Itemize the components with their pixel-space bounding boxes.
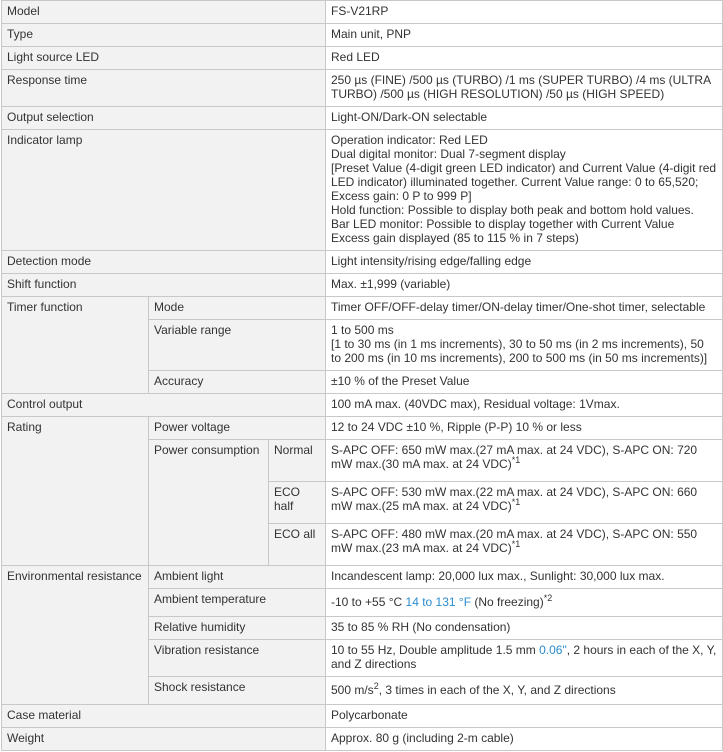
- label-rating: Rating: [2, 417, 149, 566]
- row-shift-function: [2, 274, 723, 297]
- label-ambient-temperature: Ambient temperature: [149, 589, 326, 617]
- value-model: FS-V21RP: [326, 1, 723, 24]
- indicator-line-4: Hold function: Possible to display both peak and bottom hold values.: [331, 203, 694, 217]
- value-eco-half: [326, 482, 723, 524]
- value-accuracy: ±10 % of the Preset Value: [326, 371, 723, 394]
- value-output-selection: Light-ON/Dark-ON selectable: [326, 107, 723, 130]
- label-normal: Normal: [269, 440, 326, 482]
- value-normal: [326, 440, 723, 482]
- label-light-source: Light source LED: [2, 47, 326, 70]
- indicator-line-5: Bar LED monitor: Possible to display together with Current Value: [331, 217, 675, 231]
- eco-half-text: S-APC OFF: 530 mW max.(22 mA max. at 24 VDC), S-APC ON: 660 mW max.(25 mA max. at 24 VDC): [331, 485, 698, 513]
- label-eco-half: ECO half: [269, 482, 326, 524]
- label-relative-humidity: Relative humidity: [149, 617, 326, 640]
- vibration-text-end: , 2 hours in each of the X, Y, and Z directions: [331, 643, 717, 671]
- label-model: Model: [2, 1, 326, 24]
- row-light-source: [2, 47, 723, 70]
- row-case-material: [2, 705, 723, 728]
- label-control-output: Control output: [2, 394, 326, 417]
- temperature-footnote: *2: [543, 593, 553, 603]
- label-type: Type: [2, 24, 326, 47]
- normal-text: S-APC OFF: 650 mW max.(27 mA max. at 24 VDC), S-APC ON: 720 mW max.(30 mA max. at 24 VDC): [331, 443, 698, 471]
- indicator-line-2: Dual digital monitor: Dual 7-segment display: [331, 147, 566, 161]
- shock-text: 500 m/s: [331, 683, 374, 697]
- spec-table: [1, 0, 723, 751]
- vibration-text: 10 to 55 Hz, Double amplitude 1.5 mm: [331, 643, 540, 657]
- shock-text-end: , 3 times in each of the X, Y, and Z directions: [378, 683, 616, 697]
- row-model: [2, 1, 723, 24]
- value-case-material: Polycarbonate: [326, 705, 723, 728]
- label-accuracy: Accuracy: [149, 371, 326, 394]
- label-environmental-resistance: Environmental resistance: [2, 566, 149, 705]
- variable-range-line-1: 1 to 500 ms: [331, 323, 394, 337]
- value-response-time: 250 µs (FINE) /500 µs (TURBO) /1 ms (SUPER TURBO) /4 ms (ULTRA TURBO) /500 µs (HIGH RESOLUTION) /50 µs (HIGH SPEED): [326, 70, 723, 107]
- label-power-consumption: Power consumption: [149, 440, 269, 566]
- temperature-fahrenheit-link[interactable]: 14 to 131 °F: [405, 595, 472, 609]
- indicator-line-1: Operation indicator: Red LED: [331, 133, 488, 147]
- temperature-note-text: (No freezing): [471, 595, 544, 609]
- row-indicator-lamp: [2, 130, 723, 251]
- label-variable-range: Variable range: [149, 320, 326, 371]
- value-eco-all: [326, 524, 723, 566]
- value-ambient-light: Incandescent lamp: 20,000 lux max., Sunlight: 30,000 lux max.: [326, 566, 723, 589]
- eco-all-footnote: *1: [511, 539, 521, 549]
- value-weight: Approx. 80 g (including 2-m cable): [326, 728, 723, 751]
- indicator-line-3: [Preset Value (4-digit green LED indicator) and Current Value (4-digit red LED indicator) illuminated together. Current Value range: 0 to 65,520; Excess gain: 0 P to 999 P]: [331, 161, 717, 203]
- label-output-selection: Output selection: [2, 107, 326, 130]
- row-timer-mode: [2, 297, 723, 320]
- row-response-time: [2, 70, 723, 107]
- label-timer-function: Timer function: [2, 297, 149, 394]
- label-response-time: Response time: [2, 70, 326, 107]
- eco-all-text: S-APC OFF: 480 mW max.(20 mA max. at 24 VDC), S-APC ON: 550 mW max.(23 mA max. at 24 VDC): [331, 527, 698, 555]
- value-timer-mode: Timer OFF/OFF-delay timer/ON-delay timer/One-shot timer, selectable: [326, 297, 723, 320]
- value-vibration-resistance: [326, 640, 723, 677]
- shock-exponent: 2: [373, 681, 379, 691]
- label-shock-resistance: Shock resistance: [149, 677, 326, 705]
- row-power-voltage: [2, 417, 723, 440]
- label-case-material: Case material: [2, 705, 326, 728]
- label-detection-mode: Detection mode: [2, 251, 326, 274]
- label-ambient-light: Ambient light: [149, 566, 326, 589]
- value-detection-mode: Light intensity/rising edge/falling edge: [326, 251, 723, 274]
- row-detection-mode: [2, 251, 723, 274]
- label-eco-all: ECO all: [269, 524, 326, 566]
- variable-range-line-2: [1 to 30 ms (in 1 ms increments), 30 to 50 ms (in 2 ms increments), 50 to 200 ms (in 10 ms increments), 200 to 500 ms (in 50 ms increments)]: [331, 337, 708, 365]
- row-ambient-light: [2, 566, 723, 589]
- row-weight: [2, 728, 723, 751]
- vibration-inch-link[interactable]: 0.06": [539, 643, 567, 657]
- normal-footnote: *1: [511, 455, 521, 465]
- value-light-source: Red LED: [326, 47, 723, 70]
- label-weight: Weight: [2, 728, 326, 751]
- value-type: Main unit, PNP: [326, 24, 723, 47]
- value-shock-resistance: [326, 677, 723, 705]
- label-vibration-resistance: Vibration resistance: [149, 640, 326, 677]
- value-ambient-temperature: [326, 589, 723, 617]
- value-relative-humidity: 35 to 85 % RH (No condensation): [326, 617, 723, 640]
- row-control-output: [2, 394, 723, 417]
- value-power-voltage: 12 to 24 VDC ±10 %, Ripple (P-P) 10 % or less: [326, 417, 723, 440]
- label-shift-function: Shift function: [2, 274, 326, 297]
- value-variable-range: [326, 320, 723, 371]
- label-indicator-lamp: Indicator lamp: [2, 130, 326, 251]
- label-timer-mode: Mode: [149, 297, 326, 320]
- indicator-line-6: Excess gain displayed (85 to 115 % in 7 steps): [331, 231, 579, 245]
- value-indicator-lamp: [326, 130, 723, 251]
- value-control-output: 100 mA max. (40VDC max), Residual voltage: 1Vmax.: [326, 394, 723, 417]
- label-power-voltage: Power voltage: [149, 417, 326, 440]
- temperature-celsius: -10 to +55 °C: [331, 595, 406, 609]
- row-output-selection: [2, 107, 723, 130]
- value-shift-function: Max. ±1,999 (variable): [326, 274, 723, 297]
- eco-half-footnote: *1: [511, 497, 521, 507]
- row-type: [2, 24, 723, 47]
